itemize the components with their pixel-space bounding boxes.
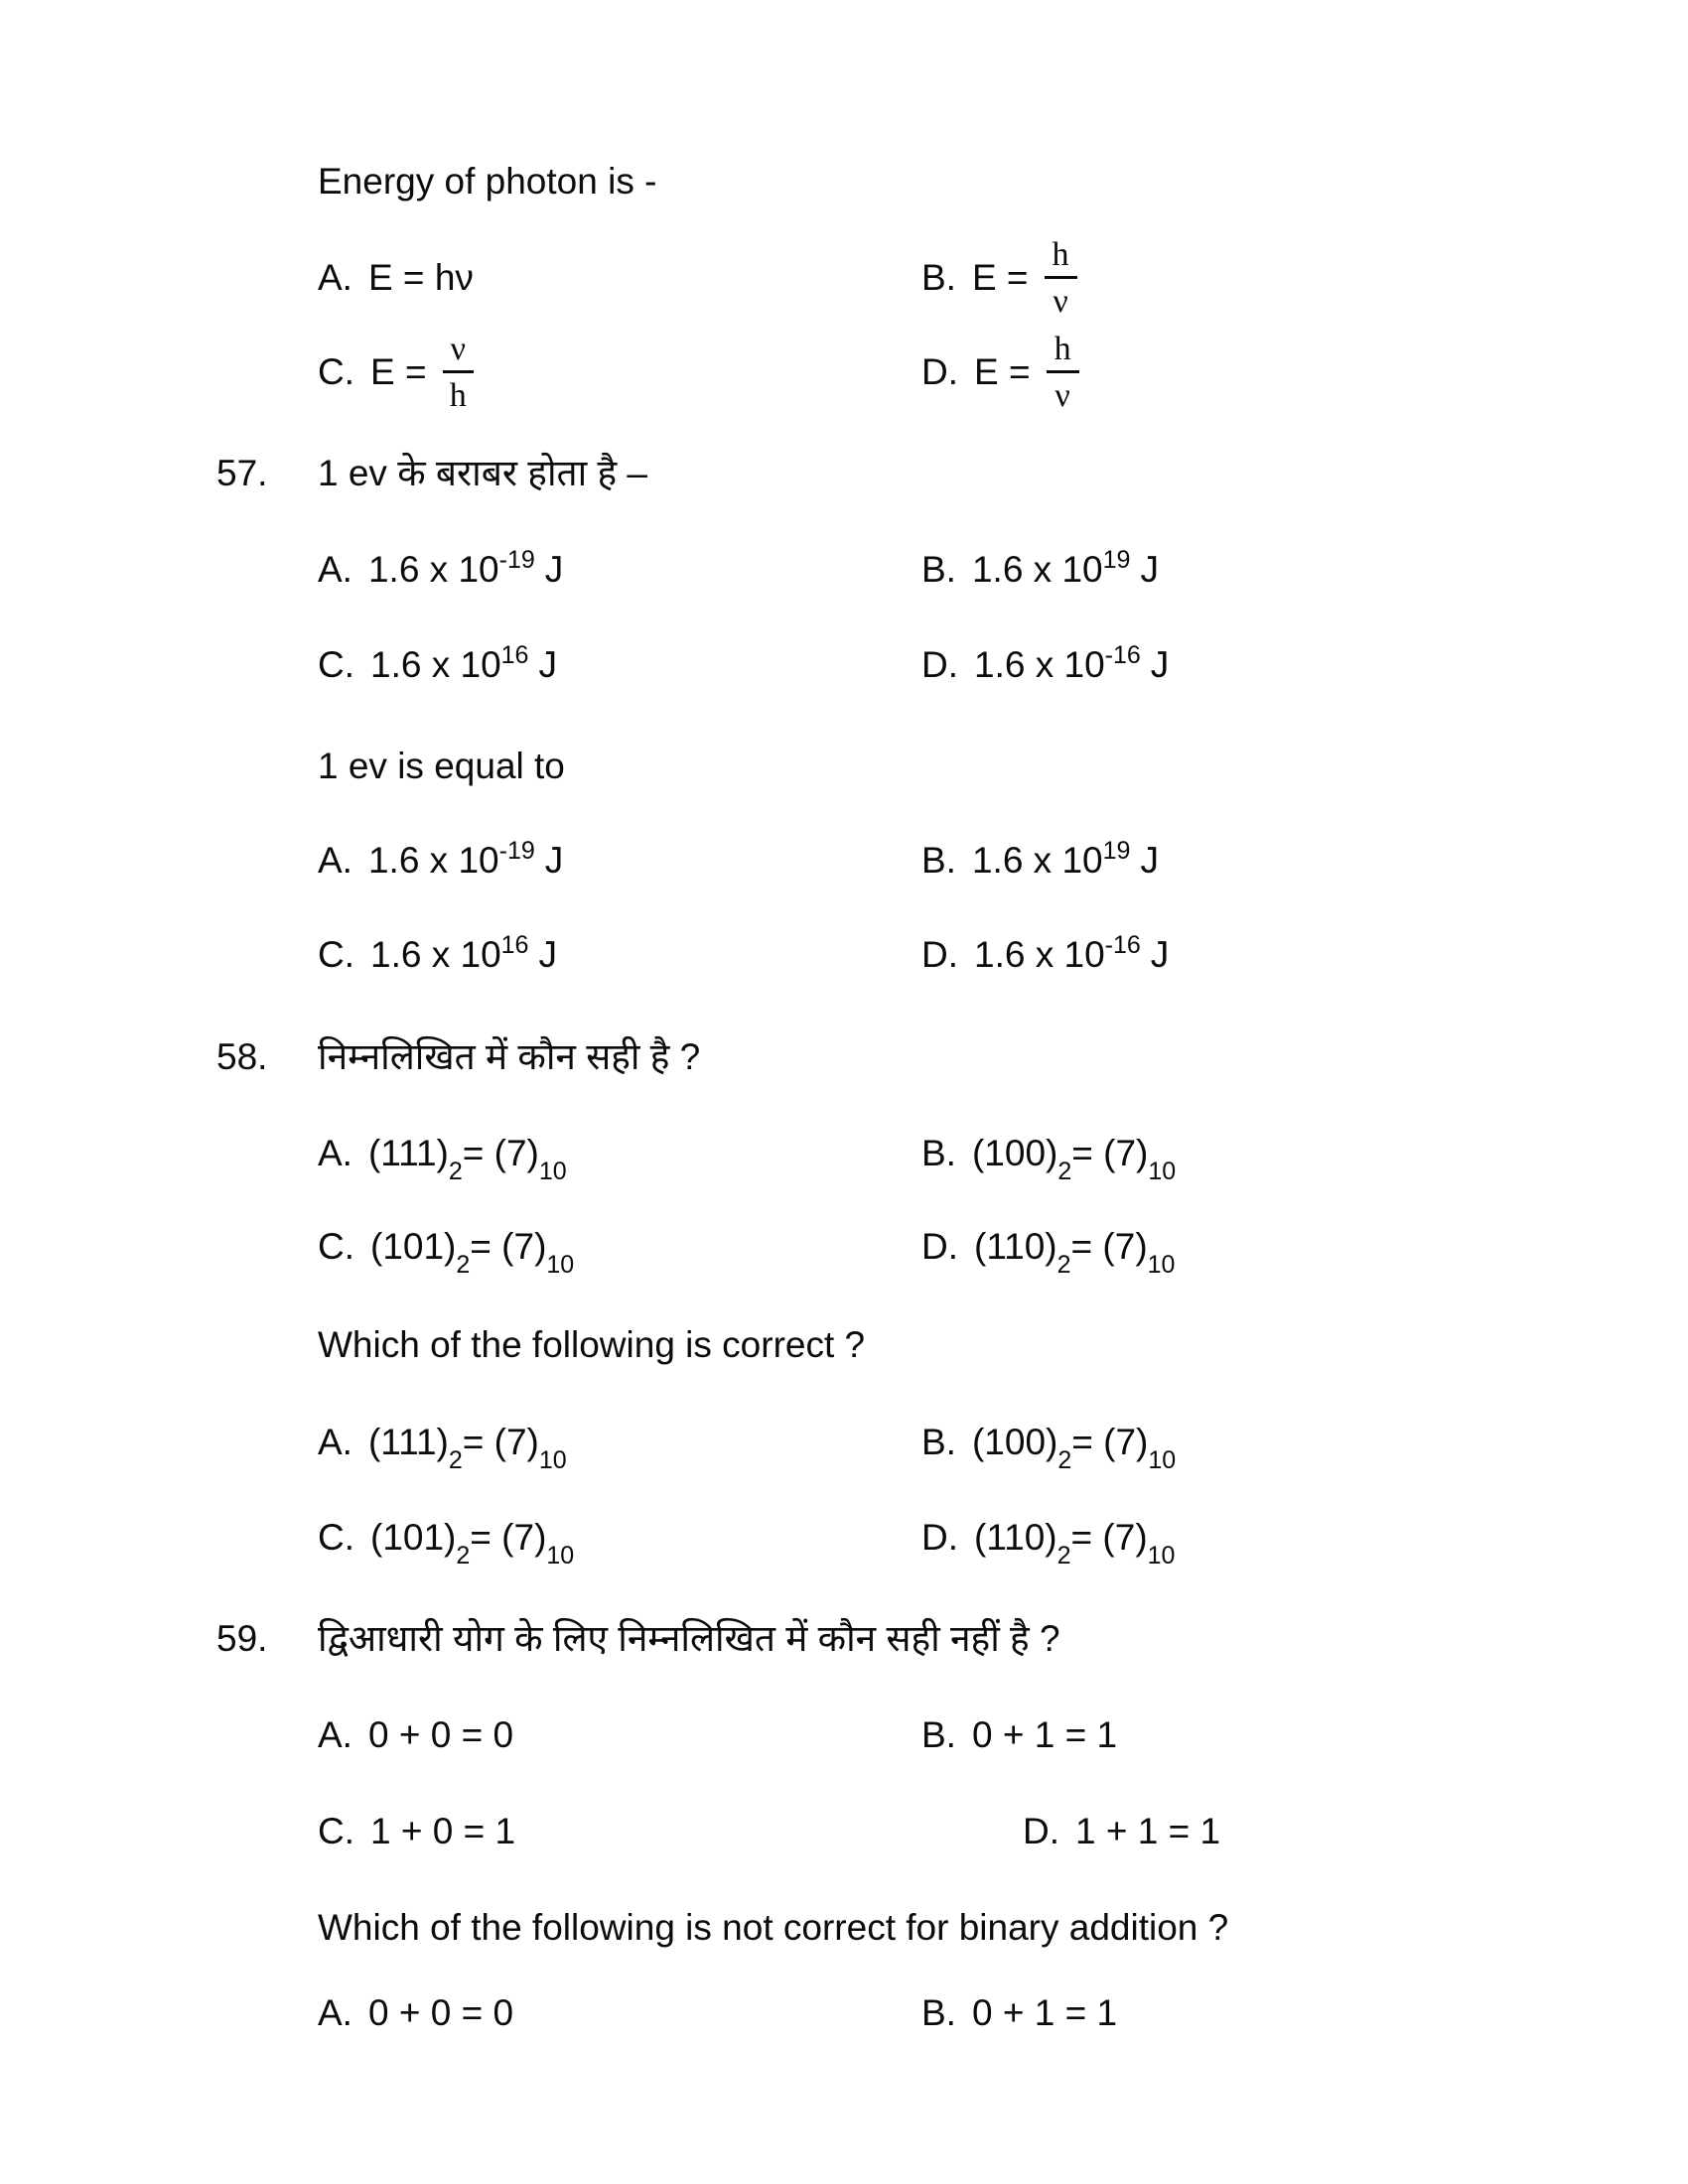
option-text: 1.6 x 10 bbox=[971, 840, 1103, 881]
option-label: B. bbox=[921, 1992, 956, 2033]
photon-options-row-1 bbox=[0, 230, 1688, 326]
option-text: 1 + 1 = 1 bbox=[1075, 1811, 1221, 1851]
option-label: D. bbox=[921, 1517, 958, 1558]
q59-prompt-en-row bbox=[0, 1903, 1688, 1953]
option-text: 1.6 x 10 bbox=[367, 840, 499, 881]
q59-hi-option-c bbox=[318, 1807, 515, 1856]
option-text: 1.6 x 10 bbox=[370, 934, 501, 975]
option-text: = (7) bbox=[1070, 1226, 1148, 1267]
option-text: 1.6 x 10 bbox=[971, 549, 1103, 590]
fraction bbox=[443, 332, 474, 413]
option-text: = (7) bbox=[462, 1133, 539, 1173]
fraction-denominator: ν bbox=[1053, 282, 1068, 320]
q57-prompt-en-row bbox=[0, 742, 1688, 791]
q59-en-options-row-1 bbox=[0, 1988, 1688, 2038]
option-label: A. bbox=[318, 257, 352, 298]
option-label: A. bbox=[318, 549, 352, 590]
photon-option-a bbox=[318, 230, 474, 326]
option-text: 1 + 0 = 1 bbox=[370, 1811, 516, 1851]
option-text: 1.6 x 10 bbox=[974, 644, 1105, 685]
fraction-numerator: h bbox=[1045, 237, 1077, 279]
q57-hi-options-row-2 bbox=[0, 640, 1688, 690]
option-label: A. bbox=[318, 1133, 352, 1173]
question-prompt-en: Which of the following is not correct for binary addition ? bbox=[318, 1907, 1229, 1948]
question-prompt-hi: 1 ev के बराबर होता है – bbox=[318, 453, 647, 493]
option-text: 0 + 1 = 1 bbox=[971, 1992, 1118, 2033]
q57-en-option-c: C. 1.6 x 10 $^{16}$ J bbox=[318, 930, 557, 980]
fraction bbox=[1047, 332, 1079, 413]
fraction-numerator: h bbox=[1047, 332, 1079, 373]
q59-en-option-a bbox=[318, 1988, 513, 2038]
option-text: 1.6 x 10 bbox=[974, 934, 1105, 975]
option-unit: J bbox=[1140, 549, 1159, 590]
question-number: 57. bbox=[216, 453, 268, 493]
option-label: C. bbox=[318, 1811, 354, 1851]
option-label: A. bbox=[318, 1992, 352, 2033]
q58-en-options-row-2 bbox=[0, 1513, 1688, 1570]
option-label: B. bbox=[921, 840, 956, 881]
q57-hi-option-a: A. 1.6 x 10 $^{-19}$ J bbox=[318, 545, 563, 595]
q59-hi-options-row-1 bbox=[0, 1710, 1688, 1760]
q58-hi-option-c: C. (101) $_2$ = (7) $_{10}$ bbox=[318, 1222, 574, 1272]
option-label: C. bbox=[318, 934, 354, 975]
option-text: 0 + 1 = 1 bbox=[971, 1714, 1118, 1755]
option-label: A. bbox=[318, 1422, 352, 1462]
option-text: 1.6 x 10 bbox=[367, 549, 499, 590]
option-label: D. bbox=[921, 644, 958, 685]
question-prompt-hi: द्विआधारी योग के लिए निम्नलिखित में कौन सही नहीं है ? bbox=[318, 1618, 1060, 1659]
option-label: A. bbox=[318, 840, 352, 881]
option-text: (101) bbox=[370, 1517, 457, 1558]
q57-en-option-a: A. 1.6 x 10 $^{-19}$ J bbox=[318, 836, 563, 886]
q57-hi-options-row-1 bbox=[0, 545, 1688, 595]
q58-en-option-d: D. (110) $_2$ = (7) $_{10}$ bbox=[921, 1513, 1175, 1563]
option-label: B. bbox=[921, 1714, 956, 1755]
photon-prompt-row bbox=[0, 157, 1688, 206]
photon-option-d bbox=[921, 325, 1079, 420]
fraction-denominator: h bbox=[449, 376, 467, 414]
option-text: 0 + 0 = 0 bbox=[367, 1992, 514, 2033]
option-text: (100) bbox=[971, 1422, 1058, 1462]
q58-en-option-c: C. (101) $_2$ = (7) $_{10}$ bbox=[318, 1513, 574, 1563]
q58-hi-options-row-2 bbox=[0, 1222, 1688, 1279]
option-text: = (7) bbox=[1071, 1133, 1149, 1173]
option-text: E = bbox=[370, 351, 427, 392]
q59-en-option-b bbox=[921, 1988, 1117, 2038]
q58-prompt-en-row bbox=[0, 1320, 1688, 1370]
option-text: 1.6 x 10 bbox=[370, 644, 501, 685]
fraction bbox=[1045, 237, 1077, 319]
q57-prompt-hi-row bbox=[0, 449, 1688, 498]
q59-prompt-hi-row bbox=[0, 1614, 1688, 1664]
option-text: = (7) bbox=[1071, 1422, 1149, 1462]
question-prompt-en: Which of the following is correct ? bbox=[318, 1324, 866, 1365]
option-label: C. bbox=[318, 1517, 354, 1558]
photon-options-row-2 bbox=[0, 325, 1688, 420]
option-unit: J bbox=[1140, 840, 1159, 881]
q59-hi-option-b bbox=[921, 1710, 1117, 1760]
option-label: B. bbox=[921, 549, 956, 590]
option-label: D. bbox=[921, 351, 958, 392]
q57-hi-option-b: B. 1.6 x 10 $^{19}$ J bbox=[921, 545, 1159, 595]
q57-en-options-row-2 bbox=[0, 930, 1688, 980]
fraction-numerator: ν bbox=[443, 332, 474, 373]
q59-hi-options-row-2 bbox=[0, 1807, 1688, 1856]
option-label: D. bbox=[921, 934, 958, 975]
option-label: C. bbox=[318, 1226, 354, 1267]
option-text: = (7) bbox=[462, 1422, 539, 1462]
option-text: 0 + 0 = 0 bbox=[367, 1714, 514, 1755]
option-unit: J bbox=[544, 549, 564, 590]
option-label: A. bbox=[318, 1714, 352, 1755]
question-prompt-en: 1 ev is equal to bbox=[318, 746, 565, 786]
q59-hi-option-d bbox=[1023, 1807, 1220, 1856]
option-label: C. bbox=[318, 644, 354, 685]
photon-option-c bbox=[318, 325, 474, 420]
option-text: (100) bbox=[971, 1133, 1058, 1173]
q57-hi-option-c: C. 1.6 x 10 $^{16}$ J bbox=[318, 640, 557, 690]
option-text: = (7) bbox=[470, 1517, 547, 1558]
q57-en-option-d: D. 1.6 x 10 $^{-16}$ J bbox=[921, 930, 1169, 980]
option-text: (101) bbox=[370, 1226, 457, 1267]
q58-en-option-a: A. (111) $_2$ = (7) $_{10}$ bbox=[318, 1418, 567, 1467]
q58-hi-option-b: B. (100) $_2$ = (7) $_{10}$ bbox=[921, 1129, 1176, 1178]
option-label: B. bbox=[921, 1422, 956, 1462]
option-unit: J bbox=[544, 840, 564, 881]
option-label: D. bbox=[921, 1226, 958, 1267]
option-label: B. bbox=[921, 1133, 956, 1173]
option-text: (111) bbox=[367, 1133, 449, 1173]
option-text: (110) bbox=[974, 1517, 1057, 1558]
question-prompt-photon-en: Energy of photon is - bbox=[318, 161, 657, 202]
q57-en-option-b: B. 1.6 x 10 $^{19}$ J bbox=[921, 836, 1159, 886]
option-text: (111) bbox=[367, 1422, 449, 1462]
q58-prompt-hi-row bbox=[0, 1032, 1688, 1082]
q58-hi-option-d: D. (110) $_2$ = (7) $_{10}$ bbox=[921, 1222, 1175, 1272]
option-text: E = hν bbox=[367, 257, 474, 298]
option-unit: J bbox=[1150, 644, 1170, 685]
option-text: (110) bbox=[974, 1226, 1057, 1267]
q58-hi-options-row-1 bbox=[0, 1129, 1688, 1185]
q57-hi-option-d: D. 1.6 x 10 $^{-16}$ J bbox=[921, 640, 1169, 690]
question-number: 59. bbox=[216, 1618, 268, 1659]
q59-hi-option-a bbox=[318, 1710, 513, 1760]
option-label: D. bbox=[1023, 1811, 1059, 1851]
question-prompt-hi: निम्नलिखित में कौन सही है ? bbox=[318, 1036, 701, 1077]
fraction-denominator: ν bbox=[1055, 376, 1070, 414]
option-unit: J bbox=[538, 644, 557, 685]
q57-en-options-row-1 bbox=[0, 836, 1688, 886]
option-label: C. bbox=[318, 351, 354, 392]
photon-option-b bbox=[921, 230, 1077, 326]
option-text: = (7) bbox=[470, 1226, 547, 1267]
question-number: 58. bbox=[216, 1036, 268, 1077]
q58-en-option-b: B. (100) $_2$ = (7) $_{10}$ bbox=[921, 1418, 1176, 1467]
option-text: E = bbox=[974, 351, 1031, 392]
option-text: E = bbox=[971, 257, 1029, 298]
option-unit: J bbox=[1150, 934, 1170, 975]
option-label: B. bbox=[921, 257, 956, 298]
q58-hi-option-a: A. (111) $_2$ = (7) $_{10}$ bbox=[318, 1129, 567, 1178]
option-unit: J bbox=[538, 934, 557, 975]
option-text: = (7) bbox=[1070, 1517, 1148, 1558]
q58-en-options-row-1 bbox=[0, 1418, 1688, 1474]
